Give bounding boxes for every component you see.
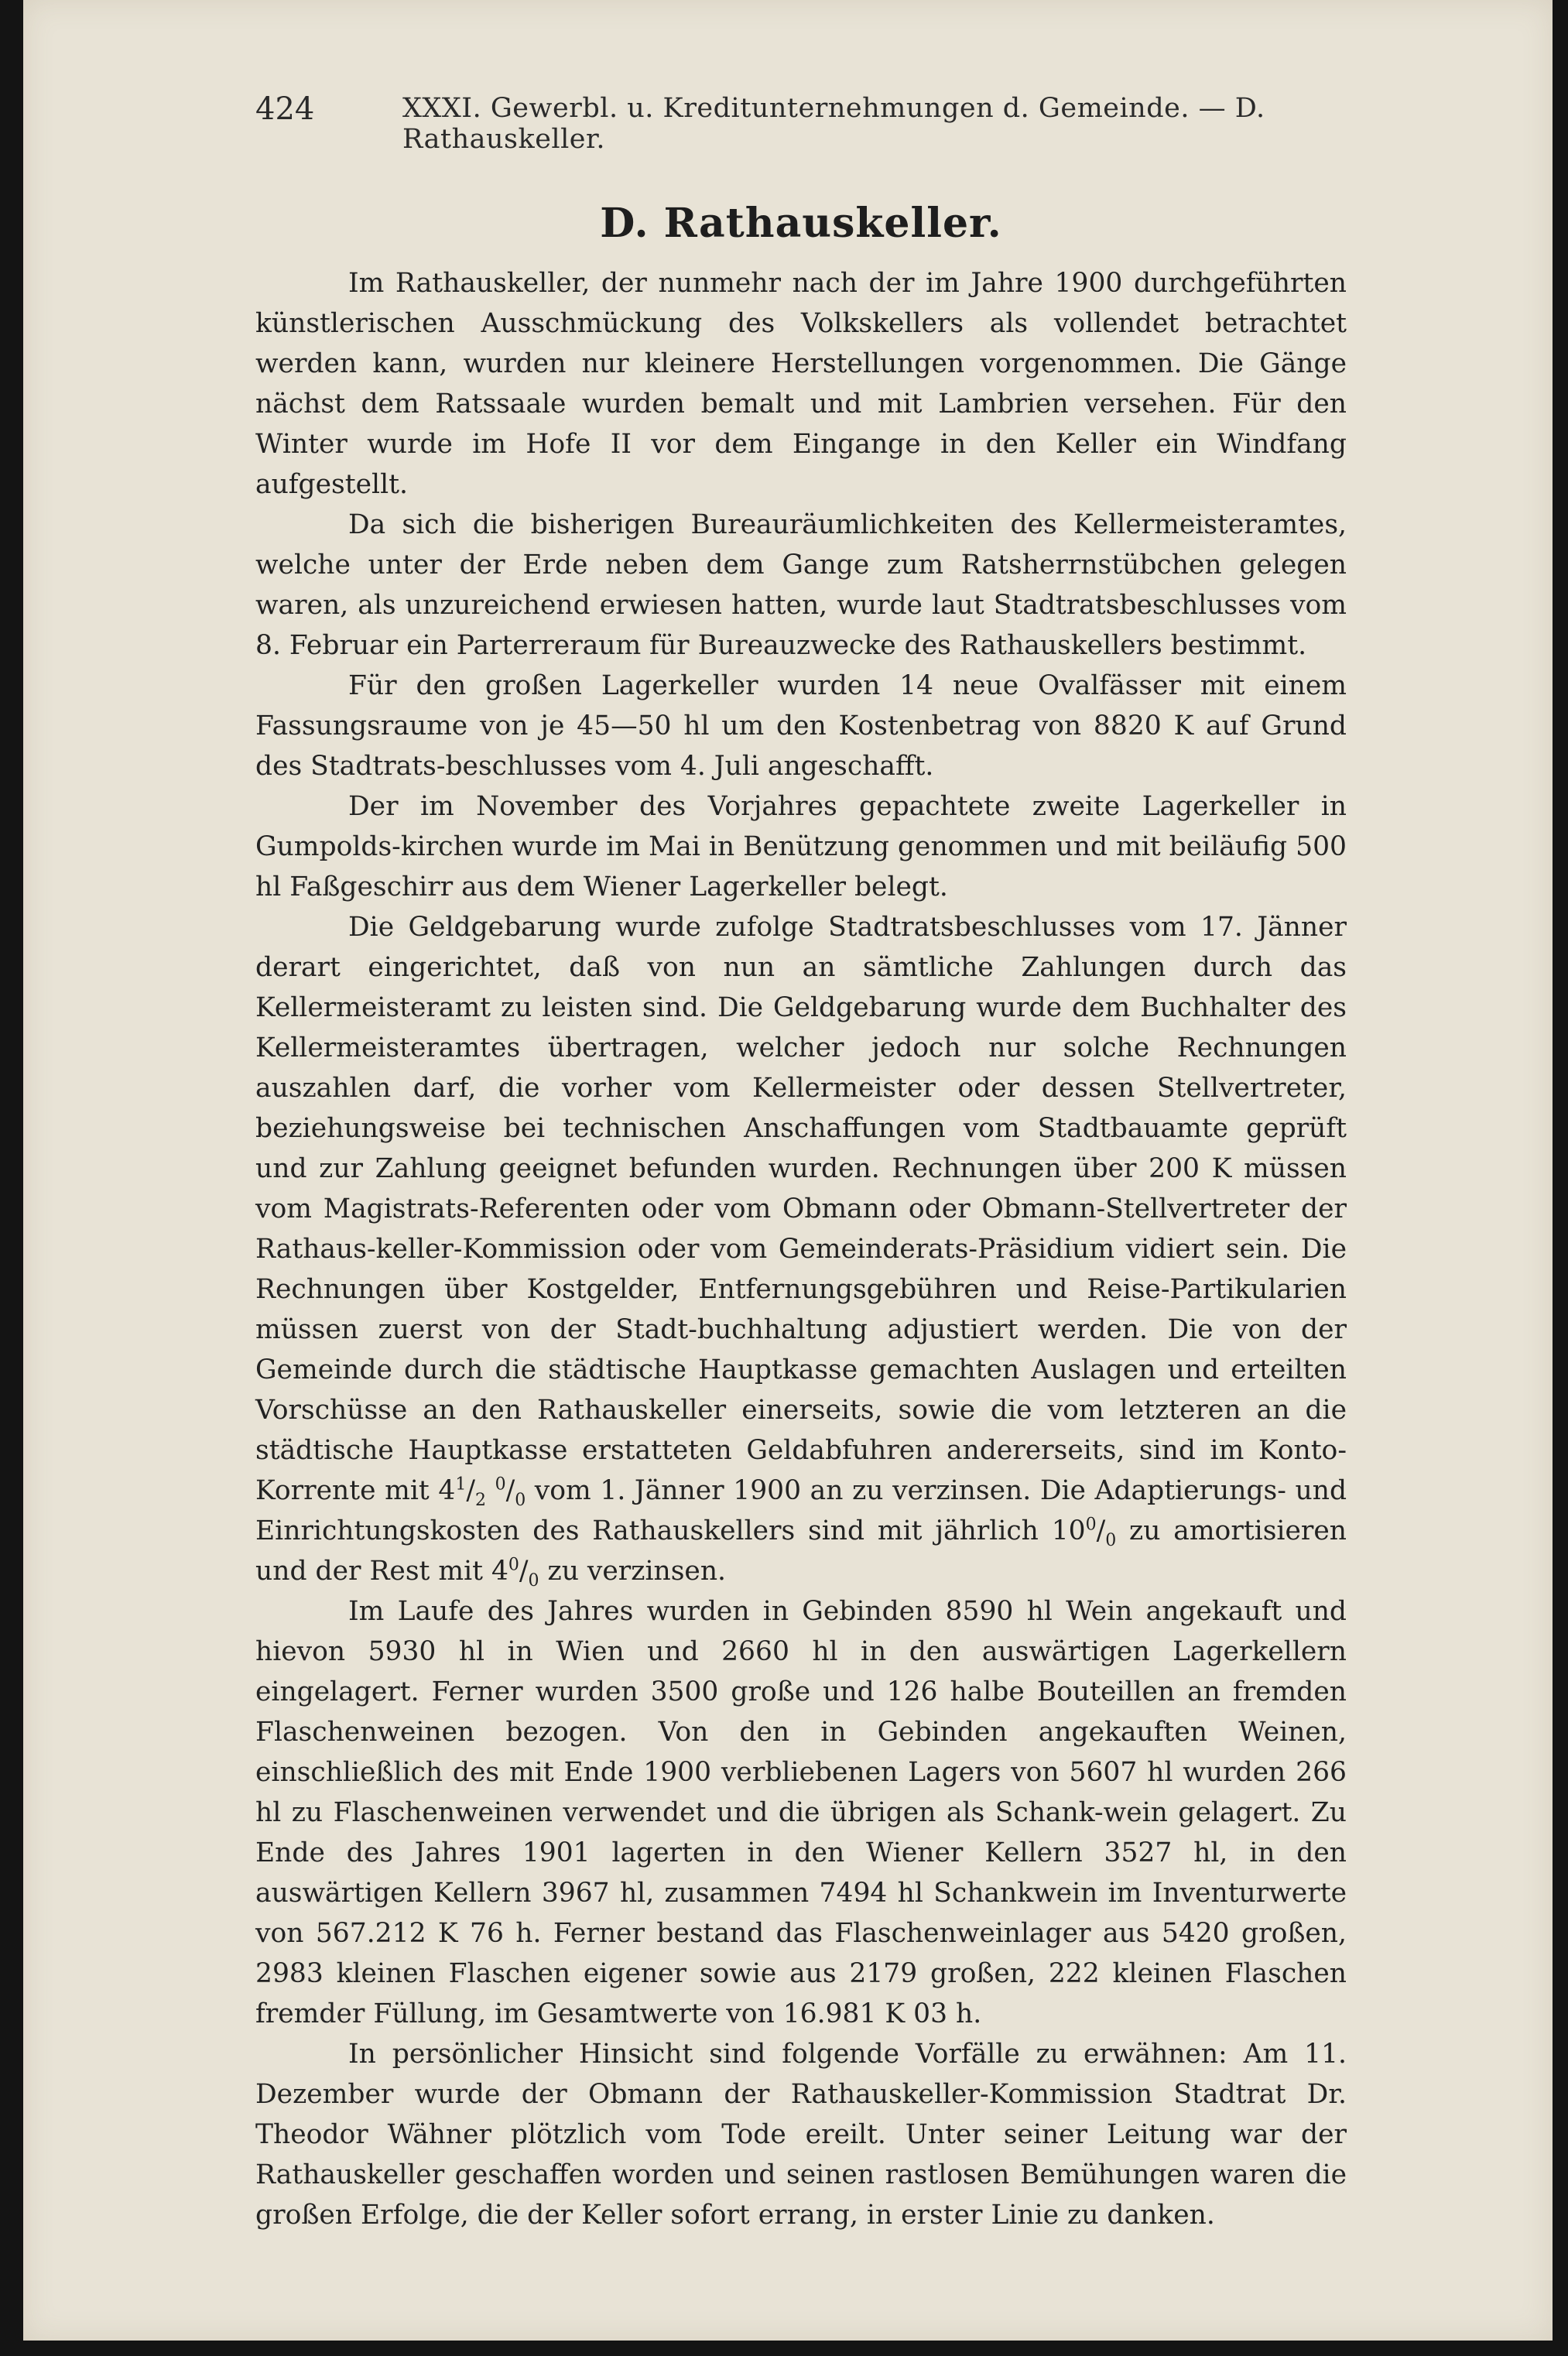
- percent-sign-bottom: 0: [528, 1570, 539, 1591]
- percent-sign-top: 0: [508, 1555, 519, 1575]
- paragraph: Im Rathauskeller, der nunmehr nach der im Jahre 1900 durchgeführten künstlerischen Ausschmückung des Volkskellers als vollendet betrachtet werden kann, wurden nur kleinere Herstellungen vorgenommen. Die Gänge nächst dem Ratssaale wurden bemalt und mit Lambrien versehen. Für den Winter wurde im Hofe II vor dem Eingange in den Keller ein Windfang aufgestellt.: [255, 268, 1347, 500]
- fraction-numerator: 1: [455, 1474, 467, 1495]
- page-sheet: [23, 0, 1553, 2341]
- text-run: zu amortisieren und der Rest mit 4: [255, 1515, 1347, 1587]
- fraction-denominator: 2: [474, 1490, 486, 1510]
- paragraph: In persönlicher Hinsicht sind folgende Vorfälle zu erwähnen: Am 11. Dezember wurde der Obmann der Rathauskeller-Kommission Stadtrat Dr. Theodor Wähner plötzlich vom Tode ereilt. Unter seiner Leitung war der Rathauskeller geschaffen worden und seinen rastlosen Bemühungen waren die großen Erfolge, die der Keller sofort errang, in erster Linie zu danken.: [255, 2039, 1347, 2231]
- text-run: vom 1. Jänner 1900 an zu verzinsen. Die Adaptierungs- und Einrichtungskosten des Rathauskellers sind mit jährlich 10: [255, 1475, 1347, 1546]
- body-text: [255, 263, 1347, 2235]
- percent-sign-bottom: 0: [515, 1490, 526, 1510]
- paragraph: Im Laufe des Jahres wurden in Gebinden 8590 hl Wein angekauft und hievon 5930 hl in Wien und 2660 hl in den auswärtigen Lagerkellern eingelagert. Ferner wurden 3500 große und 126 halbe Bouteillen an fremden Flaschenweinen bezogen. Von den in Gebinden angekauften Weinen, einschließlich des mit Ende 1900 verbliebenen Lagers von 5607 hl wurden 266 hl zu Flaschenweinen verwendet und die übrigen als Schank-wein gelagert. Zu Ende des Jahres 1901 lagerten in den Wiener Kellern 3527 hl, in den auswärtigen Kellern 3967 hl, zusammen 7494 hl Schankwein im Inventurwerte von 567.212 K 76 h. Ferner bestand das Flaschenweinlager aus 5420 großen, 2983 kleinen Flaschen eigener sowie aus 2179 großen, 222 kleinen Flaschen fremder Füllung, im Gesamtwerte von 16.981 K 03 h.: [255, 1596, 1347, 2029]
- percent-sign-bottom: 0: [1105, 1530, 1117, 1550]
- text-run: Die Geldgebarung wurde zufolge Stadtratsbeschlusses vom 17. Jänner derart eingerichtet, daß von nun an sämtliche Zahlungen durch das Kellermeisteramt zu leisten sind. Die Geldgebarung wurde dem Buchhalter des Kellermeisteramtes übertragen, welcher jedoch nur solche Rechnungen auszahlen darf, die vorher vom Kellermeister oder dessen Stellvertreter, beziehungsweise bei technischen Anschaffungen vom Stadtbauamte geprüft und zur Zahlung geeignet befunden wurden. Rechnungen über 200 K müssen vom Magistrats-Referenten oder vom Obmann oder Obmann-Stellvertreter der Rathaus-keller-Kommission oder vom Gemeinderats-Präsidium vidiert sein. Die Rechnungen über Kostgelder, Entfernungsgebühren und Reise-Partikularien müssen zuerst von der Stadt-buchhaltung adjustiert werden. Die von der Gemeinde durch die städtische Hauptkasse gemachten Auslagen und erteilten Vorschüsse an den Rathauskeller einerseits, sowie die vom letzteren an die städtische Hauptkasse erstatteten Geldabfuhren andererseits, sind im Konto-Korrente mit 4: [255, 912, 1347, 1506]
- section-title: D. Rathauskeller.: [600, 200, 1002, 247]
- percent-sign-top: 0: [1085, 1515, 1097, 1535]
- text-run: zu verzinsen.: [539, 1556, 727, 1587]
- page-number: 424: [255, 91, 315, 127]
- paragraph: Da sich die bisherigen Bureauräumlichkeiten des Kellermeisteramtes, welche unter der Erde neben dem Gange zum Ratsherrnstübchen gelegen waren, als unzureichend erwiesen hatten, wurde laut Stadtratsbeschlusses vom 8. Februar ein Parterreraum für Bureauzwecke des Rathauskellers bestimmt.: [255, 509, 1347, 661]
- paragraph: Für den großen Lagerkeller wurden 14 neue Ovalfässer mit einem Fassungsraume von je 45—50 hl um den Kostenbetrag von 8820 K auf Grund des Stadtrats-beschlusses vom 4. Juli angeschafft.: [255, 670, 1347, 782]
- paragraph-finance: Die Geldgebarung wurde zufolge Stadtratsbeschlusses vom 17. Jänner derart eingerichtet, daß von nun an sämtliche Zahlungen durch das Kellermeisteramt zu leisten sind. Die Geldgebarung wurde dem Buchhalter des Kellermeisteramtes übertragen, welcher jedoch nur solche Rechnungen auszahlen darf, die vorher vom Kellermeister oder dessen Stellvertreter, beziehungsweise bei technischen Anschaffungen vom Stadtbauamte geprüft und zur Zahlung geeignet befunden wurden. Rechnungen über 200 K müssen vom Magistrats-Referenten oder vom Obmann oder Obmann-Stellvertreter der Rathaus-keller-Kommission oder vom Gemeinderats-Präsidium vidiert sein. Die Rechnungen über Kostgelder, Entfernungsgebühren und Reise-Partikularien müssen zuerst von der Stadt-buchhaltung adjustiert werden. Die von der Gemeinde durch die städtische Hauptkasse gemachten Auslagen und erteilten Vorschüsse an den Rathauskeller einerseits, sowie die vom letzteren an die städtische Hauptkasse erstatteten Geldabfuhren andererseits, sind im Konto-Korrente mit $4^1/_2$ $^0/_0$ vom 1. Jänner 1900 an zu verzinsen. Die Adaptierungs- und Einrichtungskosten des Rathauskellers sind mit jährlich $10^0/_0$ zu amortisieren und der Rest mit $4^0/_0$ zu verzinsen.: [255, 912, 1347, 1591]
- percent-sign-top: 0: [495, 1474, 506, 1495]
- page-header: [255, 91, 1347, 155]
- running-head: XXXI. Gewerbl. u. Kreditunternehmungen d. Gemeinde. — D. Rathauskeller.: [402, 93, 1265, 155]
- paragraph: Der im November des Vorjahres gepachtete zweite Lagerkeller in Gumpolds-kirchen wurde im Mai in Benützung genommen und mit beiläufig 500 hl Faßgeschirr aus dem Wiener Lagerkeller belegt.: [255, 791, 1347, 902]
